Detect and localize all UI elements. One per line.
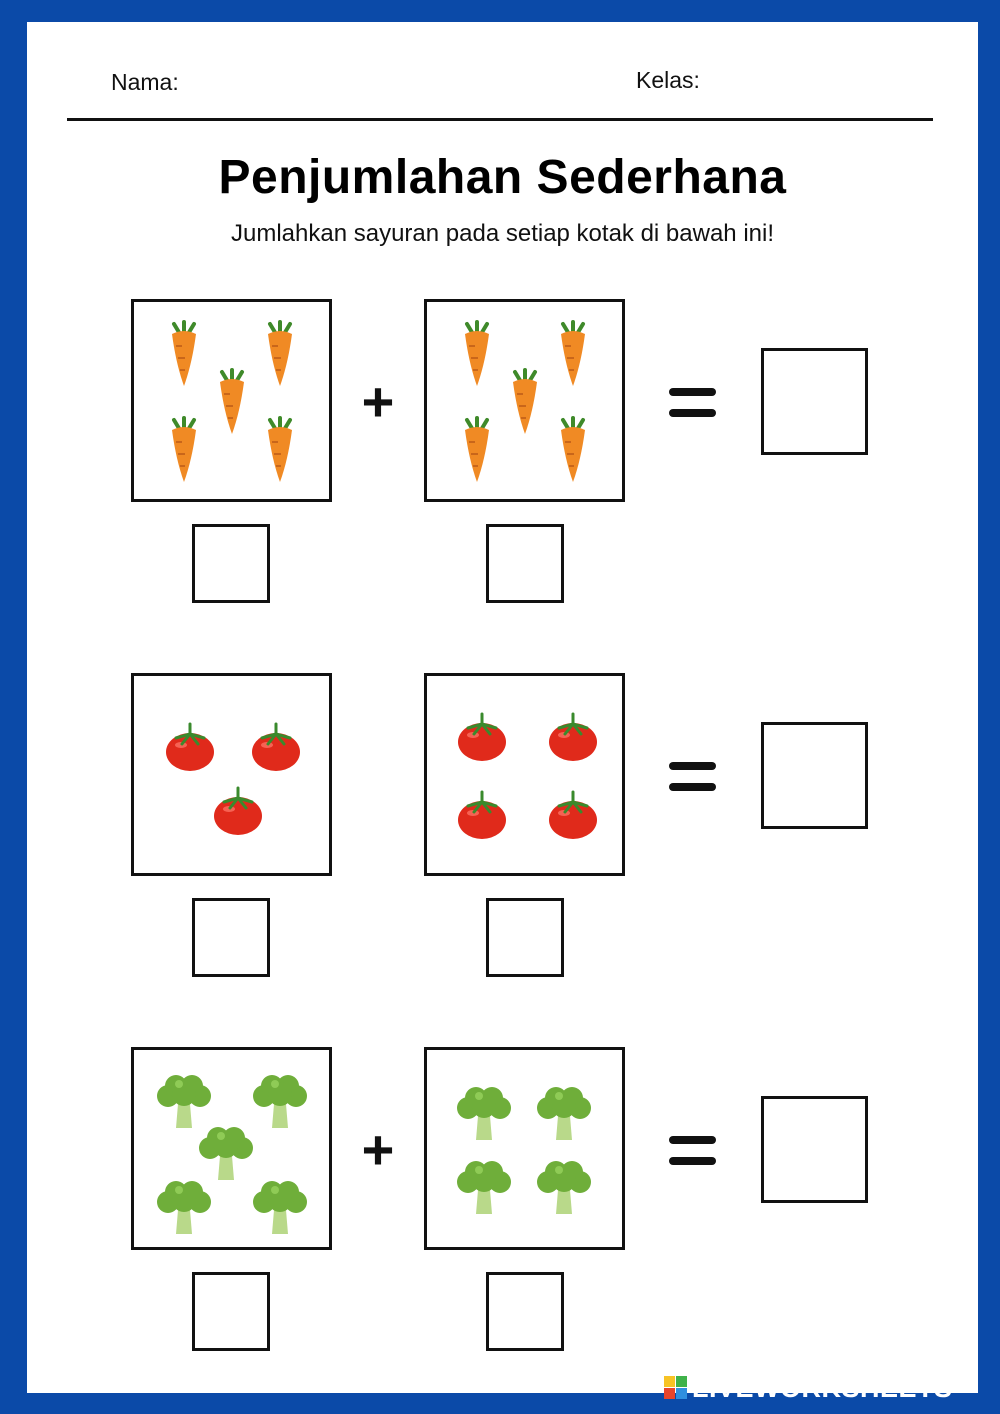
broccoli-icon <box>457 1161 511 1214</box>
sum-answer-box[interactable] <box>761 1096 868 1203</box>
carrot-icon <box>465 322 489 386</box>
broccoli-icon <box>157 1181 211 1234</box>
carrot-icon <box>513 370 537 434</box>
liveworksheets-brand <box>664 1372 953 1404</box>
count-answer-box-left[interactable] <box>192 898 270 977</box>
name-label: Nama: <box>111 69 179 95</box>
broccoli-icon <box>457 1087 511 1140</box>
broccoli-group-left <box>131 1047 332 1250</box>
broccoli-group-right <box>424 1047 625 1250</box>
count-answer-box-left[interactable] <box>192 1272 270 1351</box>
broccoli-icons <box>134 1050 335 1253</box>
carrot-icon <box>220 370 244 434</box>
carrot-icon <box>561 418 585 482</box>
tomato-group-right <box>424 673 625 876</box>
equals-sign <box>669 1136 716 1166</box>
tomato-icon <box>458 714 506 761</box>
count-answer-box-right[interactable] <box>486 898 564 977</box>
tomato-icons <box>134 676 335 879</box>
instructions: Jumlahkan sayuran pada setiap kotak di bawah ini! <box>231 220 774 247</box>
page-title: Penjumlahan Sederhana <box>218 151 787 204</box>
count-answer-box-right[interactable] <box>486 1272 564 1351</box>
carrot-icon <box>268 418 292 482</box>
carrot-icon <box>268 322 292 386</box>
count-answer-box-right[interactable] <box>486 524 564 603</box>
equals-sign <box>669 762 716 792</box>
tomato-icons <box>427 676 628 879</box>
worksheet-page <box>27 22 978 1393</box>
header-divider <box>67 118 933 121</box>
tomato-icon <box>214 788 262 835</box>
tomato-group-left <box>131 673 332 876</box>
tomato-icon <box>166 724 214 771</box>
carrot-group-right <box>424 299 625 502</box>
broccoli-icon <box>253 1075 307 1128</box>
tomato-icon <box>252 724 300 771</box>
broccoli-icon <box>537 1087 591 1140</box>
tomato-icon <box>549 714 597 761</box>
count-answer-box-left[interactable] <box>192 524 270 603</box>
liveworksheets-logo-icon <box>664 1376 688 1400</box>
broccoli-icon <box>157 1075 211 1128</box>
broccoli-icon <box>253 1181 307 1234</box>
broccoli-icons <box>427 1050 628 1253</box>
carrot-icons <box>134 302 335 505</box>
carrot-icon <box>561 322 585 386</box>
broccoli-icon <box>199 1127 253 1180</box>
tomato-icon <box>549 792 597 839</box>
equals-sign <box>669 388 716 418</box>
brand-name: LIVEWORKSHEETS <box>692 1372 953 1403</box>
carrot-icon <box>172 322 196 386</box>
broccoli-icon <box>537 1161 591 1214</box>
plus-sign: + <box>361 370 395 433</box>
sum-answer-box[interactable] <box>761 722 868 829</box>
carrot-group-left <box>131 299 332 502</box>
carrot-icon <box>172 418 196 482</box>
sum-answer-box[interactable] <box>761 348 868 455</box>
plus-sign: + <box>361 1118 395 1181</box>
class-label: Kelas: <box>636 67 700 93</box>
carrot-icons <box>427 302 628 505</box>
tomato-icon <box>458 792 506 839</box>
carrot-icon <box>465 418 489 482</box>
